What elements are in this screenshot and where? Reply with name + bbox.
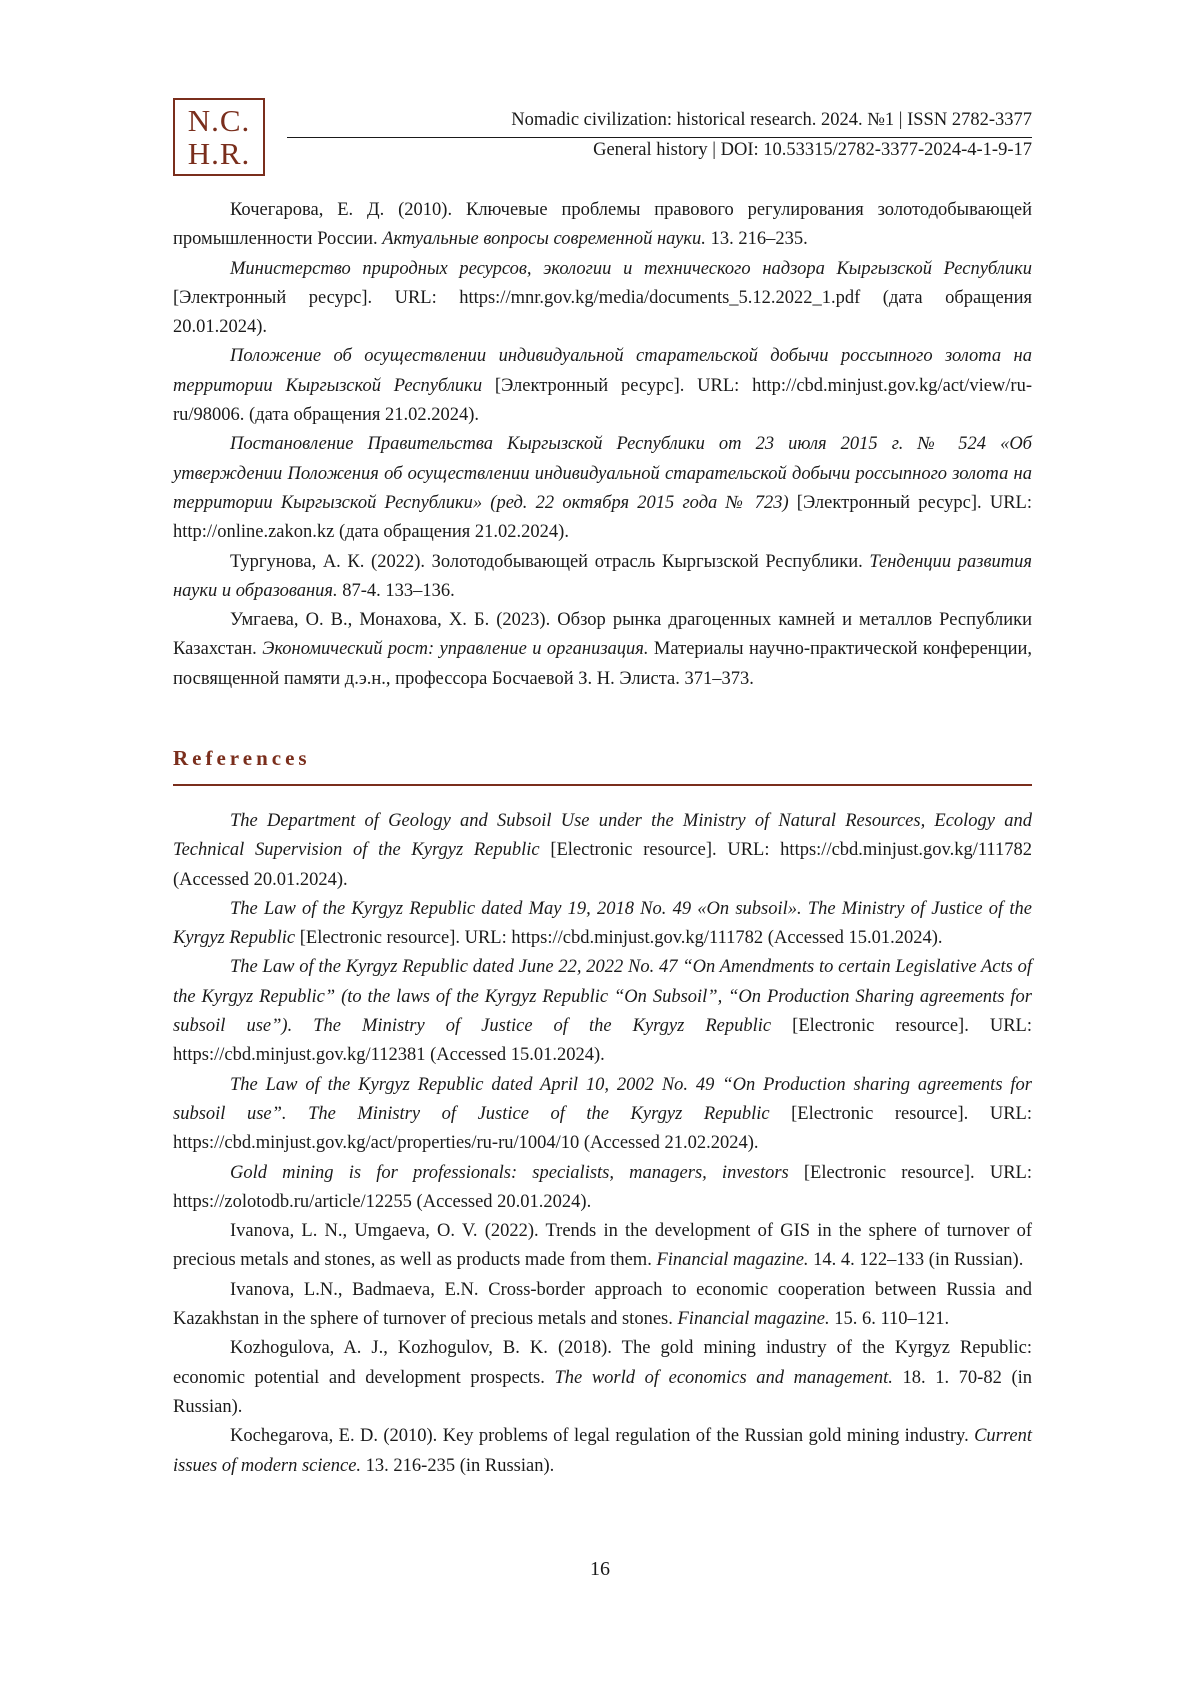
- references-divider: [173, 784, 1032, 786]
- reference-entry: The Law of the Kyrgyz Republic dated April 10, 2002 No. 49 “On Production sharing agreements for subsoil use”. The Ministry of Justice of the Kyrgyz Republic [Electronic resource]. URL: https://cbd.minjust.gov.kg/act/properties/ru-ru/1004/10 (Accessed 21.02.2024).: [173, 1074, 1032, 1154]
- reference-entry: Министерство природных ресурсов, экологии и технического надзора Кыргызской Республики [Электронный ресурс]. URL: https://mnr.gov.kg/media/documents_5.12.2022_1.pdf (дата обращения 20.01.2024).: [173, 258, 1032, 338]
- reference-entry: The Department of Geology and Subsoil Use under the Ministry of Natural Resources, Ecology and Technical Supervision of the Kyrgyz Republic [Electronic resource]. URL: https://cbd.minjust.gov.kg/111782 (Accessed 20.01.2024).: [173, 811, 1032, 890]
- header-divider: [287, 137, 1032, 138]
- page-number: 16: [590, 1558, 610, 1580]
- reference-entry: Ivanova, L.N., Badmaeva, E.N. Cross-border approach to economic cooperation between Russia and Kazakhstan in the sphere of turnover of precious metals and stones. Financial magazine. 15. 6. 110–121.: [173, 1279, 1032, 1330]
- reference-entry: The Law of the Kyrgyz Republic dated June 22, 2022 No. 47 “On Amendments to certain Legislative Acts of the Kyrgyz Republic” (to the laws of the Kyrgyz Republic “On Subsoil”, “On Production Sharing agreements for subsoil use”). The Ministry of Justice of the Kyrgyz Republic [Electronic resource]. URL: https://cbd.minjust.gov.kg/112381 (Accessed 15.01.2024).: [173, 957, 1032, 1066]
- reference-entry: The Law of the Kyrgyz Republic dated May 19, 2018 No. 49 «On subsoil». The Ministry of Justice of the Kyrgyz Republic [Electronic resource]. URL: https://cbd.minjust.gov.kg/111782 (Accessed 15.01.2024).: [173, 898, 1032, 949]
- journal-logo: [173, 98, 265, 176]
- logo-line-2: H.R.: [187, 136, 251, 171]
- reference-entry: Kochegarova, E. D. (2010). Key problems of legal regulation of the Russian gold mining industry. Current issues of modern science. 13. 216-235 (in Russian).: [173, 1426, 1032, 1476]
- reference-entry: Умгаева, О. В., Монахова, Х. Б. (2023). Обзор рынка драгоценных камней и металлов Республики Казахстан. Экономический рост: управление и организация. Материалы научно-практической конференции, посвященной памяти д.э.н., профессора Босчаевой З. Н. Элиста. 371–373.: [173, 610, 1033, 689]
- section-doi: General history | DOI: 10.53315/2782-3377-2024-4-1-9-17: [593, 140, 1032, 160]
- journal-title: Nomadic civilization: historical research. 2024. №1 | ISSN 2782-3377: [511, 110, 1032, 130]
- reference-entry: Тургунова, А. К. (2022). Золотодобывающей отрасль Кыргызской Республики. Тенденции развития науки и образования. 87-4. 133–136.: [173, 551, 1032, 601]
- reference-entry: Ivanova, L. N., Umgaeva, O. V. (2022). Trends in the development of GIS in the sphere of turnover of precious metals and stones, as well as products made from them. Financial magazine. 14. 4. 122–133 (in Russian).: [173, 1221, 1032, 1271]
- reference-entry: Положение об осуществлении индивидуальной старательской добычи россыпного золота на территории Кыргызской Республики [Электронный ресурс]. URL: http://cbd.minjust.gov.kg/act/view/ru-ru/98006. (дата обращения 21.02.2024).: [173, 346, 1032, 426]
- reference-entry: Gold mining is for professionals: specialists, managers, investors [Electronic resource]. URL: https://zolotodb.ru/article/12255 (Accessed 20.01.2024).: [173, 1162, 1032, 1212]
- references-heading: References: [173, 746, 311, 770]
- references-ru-list: [173, 196, 1032, 694]
- reference-entry: Кочегарова, Е. Д. (2010). Ключевые проблемы правового регулирования золотодобывающей промышленности России. Актуальные вопросы современной науки. 13. 216–235.: [173, 200, 1032, 250]
- reference-entry: Постановление Правительства Кыргызской Республики от 23 июля 2015 г. № 524 «Об утверждении Положения об осуществлении индивидуальной старательской добычи россыпного золота на территории Кыргызской Республики» (ред. 22 октября 2015 года № 723) [Электронный ресурс]. URL: http://online.zakon.kz (дата обращения 21.02.2024).: [173, 434, 1032, 543]
- logo-line-1: N.C.: [187, 103, 251, 138]
- reference-entry: Kozhogulova, A. J., Kozhogulov, B. K. (2018). The gold mining industry of the Kyrgyz Republic: economic potential and development prospects. The world of economics and management. 18. 1. 70-82 (in Russian).: [173, 1338, 1032, 1417]
- references-en-list: [173, 807, 1032, 1481]
